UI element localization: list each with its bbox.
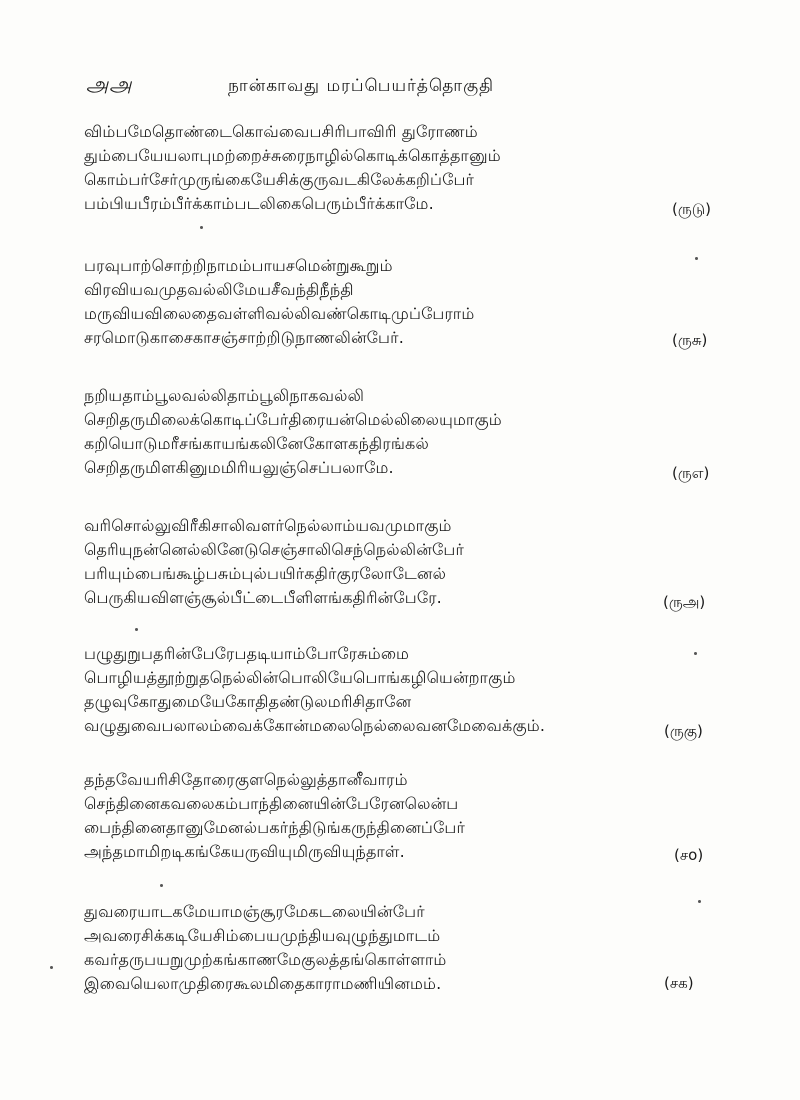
verse-line: கவர்தருபயறுமுற்கங்காணமேகுலத்தங்கொள்ளாம்: [84, 950, 447, 969]
verse-block: [84, 254, 724, 350]
verse-line: பழுதுறுபதரின்பேரேபதடியாம்போரேசும்மை: [84, 644, 410, 663]
verse-line: அவரைசிக்கடியேசிம்பையமுந்தியவுழுந்துமாடம்: [84, 926, 441, 945]
verse-line: செறிதருமிலைக்கொடிப்பேர்திரையன்மெல்லிலையுமாகும்: [84, 410, 502, 429]
verse-line: மருவியவிலைதைவள்ளிவல்லிவண்கொடிமுப்பேராம்: [84, 304, 475, 323]
verse-line: பெருகியவிளஞ்சூல்பீட்டைபீளிளங்கதிரின்பேரே.: [84, 588, 442, 607]
scan-speck: [50, 966, 53, 969]
verse-number: (சo): [674, 846, 704, 864]
scan-speck: [694, 652, 697, 655]
scan-speck: [698, 900, 701, 903]
scan-speck: [135, 628, 138, 631]
verse-line: கொம்பர்சேர்முருங்கையேசிக்குருவடகிலேக்கறிப்பேர்: [84, 170, 475, 189]
page-number: அஅ: [86, 72, 133, 96]
verse-line: செந்தினைகவலைகம்பாந்தினையின்பேரேனலென்ப: [84, 794, 459, 813]
verse-line: பரியும்பைங்கூழ்பசும்புல்பயிர்கதிர்குரலோடேனல்: [84, 564, 447, 583]
verse-block: [84, 768, 724, 864]
verse-line: பரவுபாற்சொற்றிநாமம்பாயசமென்றுகூறும்: [84, 256, 393, 275]
verse-line: பம்பியபீரம்பீர்க்காம்படலிகைபெரும்பீர்க்காமே.: [84, 194, 434, 213]
scan-speck: [160, 884, 163, 887]
verse-number: (ருகு): [664, 722, 703, 740]
verse-block: [84, 514, 724, 610]
verse-line: விரவியவமுதவல்லிமேயசீவந்திநீந்தி: [84, 280, 354, 299]
scan-speck: [695, 257, 698, 260]
verse-line: நறியதாம்பூலவல்லிதாம்பூலிநாகவல்லி: [84, 386, 365, 405]
verse-line: பொழியத்தூற்றுதநெல்லின்பொலியேபொங்கழியென்றாகும்: [84, 668, 516, 687]
verse-line: கறியொடுமரீசங்காயங்கலினேகோளகந்திரங்கல்: [84, 434, 429, 453]
verse-block: [84, 120, 724, 216]
scan-speck: [200, 226, 203, 229]
verse-line: இவையெலாமுதிரைகூலமிதைகாராமணியினமம்.: [84, 974, 442, 993]
verse-line: தெரியுநன்னெல்லினேடுசெஞ்சாலிசெந்நெல்லின்பேர்: [84, 540, 465, 559]
running-head: நான்காவது மரப்பெயர்த்தொகுதி: [228, 76, 495, 96]
verse-block: [84, 900, 724, 996]
verse-number: (ருடு): [672, 200, 711, 218]
verse-number: (ருஅ): [663, 593, 706, 611]
verse-line: அந்தமாமிறடிகங்கேயருவியுமிருவியுந்தாள்.: [84, 842, 405, 861]
verse-block: [84, 384, 724, 480]
verse-line: தந்தவேயரிசிதோரைகுளநெல்லுத்தானீவாரம்: [84, 770, 408, 789]
verse-line: தும்பையேயலாபுமற்றைச்சுரைநாழில்கொடிக்கொத்தானும்: [84, 146, 501, 165]
verse-line: தழுவுகோதுமையேகோதிதண்டுலமரிசிதானே: [84, 692, 412, 711]
verse-number: (ருசு): [672, 331, 708, 349]
verse-number: (சக): [664, 974, 694, 992]
verse-line: பைந்தினைதானுமேனல்பகர்ந்திடுங்கருந்தினைப்பேர்: [84, 818, 466, 837]
verse-block: [84, 642, 724, 738]
verse-line: செறிதருமிளகினுமமிரியலுஞ்செப்பலாமே.: [84, 458, 394, 477]
verse-line: சரமொடுகாசைகாசஞ்சாற்றிடுநாணலின்பேர்.: [84, 328, 404, 347]
verse-number: (ருஎ): [672, 464, 710, 482]
verse-line: வழுதுவைபலாலம்வைக்கோன்மலைநெல்லைவனமேவைக்கும்.: [84, 716, 546, 735]
verse-line: விம்பமேதொண்டைகொவ்வைபசிரிபாவிரி துரோணம்: [84, 122, 478, 141]
verse-line: வரிசொல்லுவிரீகிசாலிவளர்நெல்லாம்யவமுமாகும்: [84, 516, 452, 535]
verse-line: துவரையாடகமேயாமஞ்சூரமேகடலையின்பேர்: [84, 902, 425, 921]
